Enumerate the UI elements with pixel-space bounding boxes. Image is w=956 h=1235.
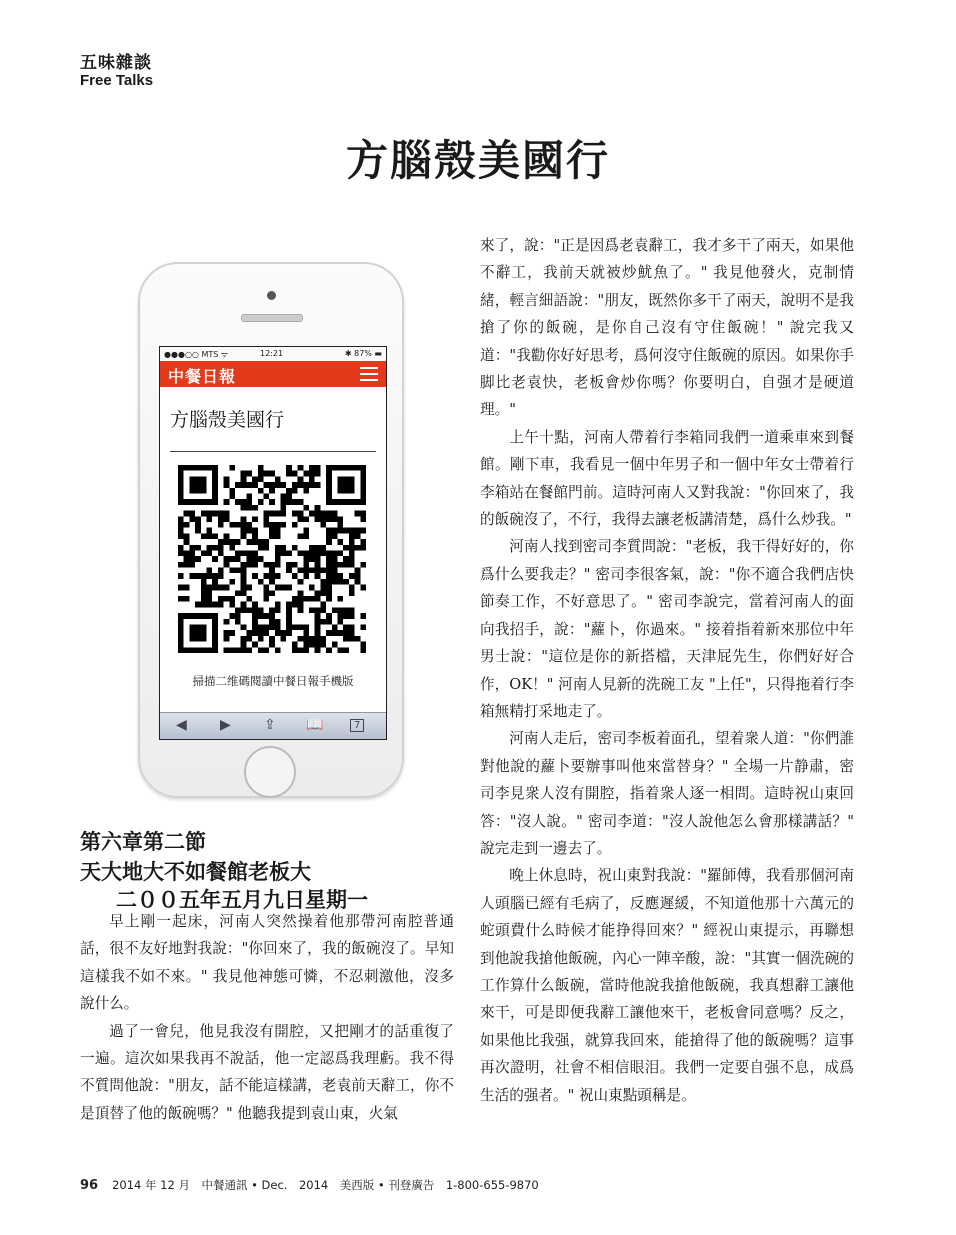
chapter-date: 二００五年五月九日星期一 [116, 888, 368, 912]
menu-icon[interactable] [360, 367, 378, 385]
right-column [480, 232, 854, 1109]
status-bar [160, 347, 386, 361]
section-title-english: Free Talks [80, 72, 154, 89]
browser-toolbar [160, 712, 386, 739]
forward-icon[interactable]: ▶ [220, 717, 231, 733]
paragraph: 晚上休息時，祝山東對我說："羅師傅，我看那個河南人頭腦已經有毛病了，反應遲緩，不知道他那十六萬元的蛇頭費什么時候才能挣得回來？" 經祝山東提示，再聯想到他說我搶他飯碗，內心一陣辛酸，說："其實一個洗碗的工作算什么飯碗，當時他說我搶他飯碗，我真想辭工讓他來干，可是即便我辭工讓他來干，老板會同意嗎？反之，如果他比我强，就算我回來，能搶得了他的飯碗嗎？這事再次證明，社會不相信眼泪。我們一定要自强不息，成爲生活的强者。" 祝山東點頭稱是。 [480, 867, 854, 1104]
paragraph: 來了，說："正是因爲老袁辭工，我才多干了兩天，如果他不辭工，我前天就被炒魷魚了。" 我見他發火，克制情緒，輕言細語說："朋友，既然你多干了兩天，說明不是我搶了你的飯碗，是你自己沒有守住飯碗！" 說完我又道："我勸你好好思考，爲何沒守住飯碗的原因。如果你手脚比老袁快，老板會炒你嗎？你要明白，自强才是硬道理。" [480, 237, 854, 419]
carrier-label: ●●●○○ MTS ᯤ [164, 350, 229, 359]
footer-text: 2014 年 12 月 中餐通訊 • Dec. 2014 美西版 • 刊登廣告 1-800-655-9870 [112, 1178, 539, 1192]
share-icon[interactable]: ⇪ [264, 717, 276, 733]
scan-instruction: 掃描二维碼閱讀中餐日報手機版 [192, 674, 354, 688]
back-icon[interactable]: ◀ [176, 717, 187, 733]
phone-speaker [241, 314, 303, 322]
paragraph: 河南人走后，密司李板着面孔，望着衆人道："你們誰對他說的蘿卜要辦事叫他來當替身？" 全場一片静肅，密司李見衆人沒有開腔，指着衆人逐一相問。這時祝山東回答："沒人說。" 密司李道："沒人說他怎么會那樣講話？" 說完走到一邊去了。 [480, 730, 854, 857]
paragraph: 過了一會兒，他見我沒有開腔，又把剛才的話重復了一遍。這次如果我再不說話，他一定認爲我理虧。我不得不質問他說："朋友，話不能這樣講，老袁前天辭工，你不是頂替了他的飯碗嗎？" 他聽我提到袁山東，火氣 [80, 1022, 454, 1122]
phone-article-title: 方腦殼美國行 [170, 409, 285, 431]
chapter-title: 天大地大不如餐館老板大 [80, 860, 311, 884]
camera-dot [267, 291, 276, 300]
chapter-number: 第六章第二節 [80, 830, 206, 854]
paragraph: 上午十點，河南人帶着行李箱同我們一道乘車來到餐館。剛下車，我看見一個中年男子和一個中年女士帶着行李箱站在餐館門前。這時河南人又對我說："你回來了，我的飯碗沒了，不行，我得去讓老板講清楚，爲什么炒我。" [480, 428, 854, 529]
phone-illustration [138, 262, 404, 798]
qr-code [178, 465, 366, 653]
paragraph: 早上剛一起床，河南人突然操着他那帶河南腔普通話，很不友好地對我說："你回來了，我的飯碗沒了。早知這樣我不如不來。" 我見他神態可憐，不忍刺激他，沒多說什么。 [80, 913, 454, 1013]
page-number: 96 [80, 1178, 99, 1193]
battery-label: ✱ 87% ▬ [344, 349, 382, 358]
bookmarks-icon[interactable]: 📖 [306, 717, 324, 733]
left-column [80, 908, 454, 1127]
tabs-icon[interactable]: 7 [350, 719, 364, 732]
phone-screen [159, 346, 387, 740]
page-footer [80, 1177, 539, 1193]
article-title: 方腦殼美國行 [345, 136, 610, 185]
divider [170, 451, 376, 452]
clock-label: 12:21 [260, 349, 284, 358]
section-title-chinese: 五味雜談 [80, 53, 152, 73]
paragraph: 河南人找到密司李質問說："老板，我干得好好的，你爲什么要我走？" 密司李很客氣，說："你不適合我們店快節奏工作，不好意思了。" 密司李說完，當着河南人的面向我招手，說："蘿卜，你過來。" 接着指着新來那位中年男士說："這位是你的新搭檔，天津屁先生，你們好好合作，OK！" 河南人見新的洗碗工友 "上任"，只得拖着行李箱無精打采地走了。 [480, 538, 854, 720]
home-button [244, 746, 296, 798]
app-header [160, 361, 386, 387]
brand-logo: 中餐日報 [168, 367, 237, 386]
